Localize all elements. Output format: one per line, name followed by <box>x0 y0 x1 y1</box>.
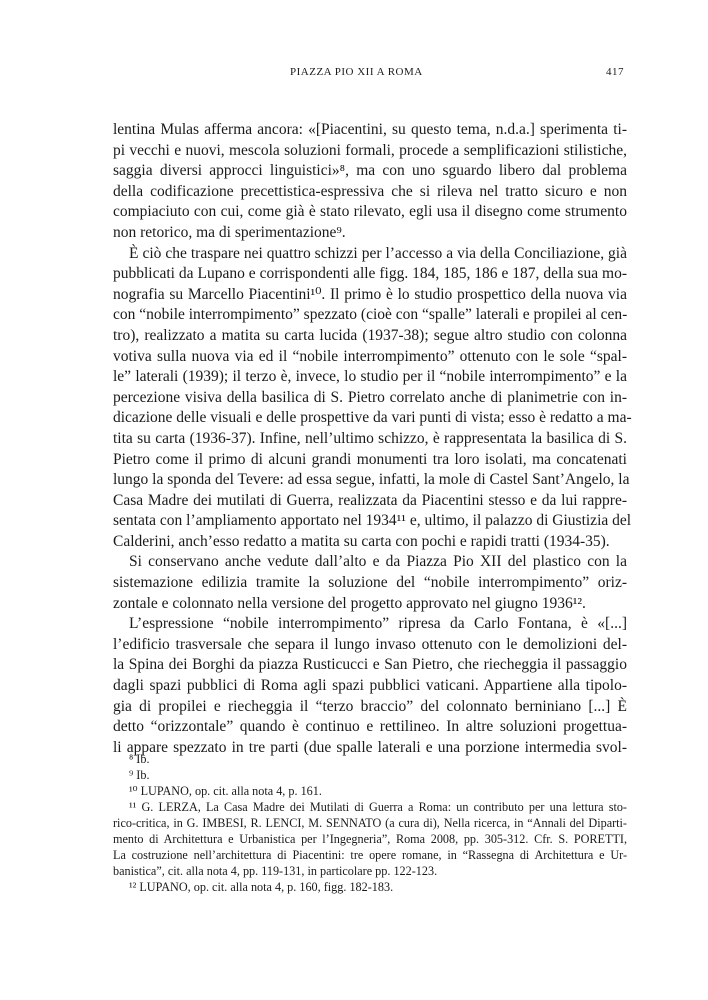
body-text <box>113 120 632 758</box>
body-line: tro), realizzato a matita su carta lucida (1937-38); segue altro studio con colonna <box>113 326 627 344</box>
body-line: l’edificio trasversale che separa il lungo invaso ottenuto con le demolizioni del- <box>113 635 627 653</box>
body-line: Calderini, anch’esso redatto a matita su carta con pochi e rapidi tratti (1934-35). <box>113 532 610 550</box>
body-line: dicazione delle visuali e delle prospettive da vari punti di vista; esso è redatto a ma- <box>113 409 632 427</box>
body-line: pi vecchi e nuovi, mescola soluzioni formali, procede a semplificazioni stilistiche, <box>113 141 627 159</box>
footnote-line: ⁹ Ib. <box>129 768 150 782</box>
body-line: votiva sulla nuova via ed il “nobile interrompimento” ottenuto con le sole “spal- <box>113 347 627 365</box>
body-line: lungo la sponda del Tevere: ad essa segue, infatti, la mole di Castel Sant’Angelo, la <box>113 471 630 489</box>
footnote-line: ¹¹ G. LERZA, La Casa Madre dei Mutilati di Guerra a Roma: un contributo per una lettura sto- <box>129 800 627 814</box>
body-line: dagli spazi pubblici di Roma agli spazi pubblici vaticani. Appartiene alla tipolo- <box>113 677 627 695</box>
footnote-line: La costruzione nell’architettura di Piacentini: tre opere romane, in “Rassegna di Architettura e Ur- <box>113 848 627 862</box>
body-line: tita su carta (1936-37). Infine, nell’ultimo schizzo, è rappresentata la basilica di S. <box>113 429 627 447</box>
body-line: saggia diversi approcci linguistici»⁸, ma con uno sguardo libero dal problema <box>113 162 627 180</box>
body-line: lentina Mulas afferma ancora: «[Piacentini, su questo tema, n.d.a.] sperimenta ti- <box>113 121 627 138</box>
body-line: sentata con l’ampliamento apportato nel 1934¹¹ e, ultimo, il palazzo di Giustizia del <box>113 512 632 530</box>
body-line: la Spina dei Borghi da piazza Rusticucci e San Pietro, che riecheggia il passaggio <box>113 656 627 674</box>
footnote-line: rico-critica, in G. IMBESI, R. LENCI, M. SENNATO (a cura di), Nella ricerca, in “Annali del Diparti- <box>113 816 627 830</box>
body-line: Si conservano anche vedute dall’alto e da Piazza Pio XII del plastico con la <box>129 553 627 571</box>
page-number: 417 <box>606 66 624 78</box>
body-line: L’espressione “nobile interrompimento” ripresa da Carlo Fontana, è «[...] <box>129 615 627 633</box>
body-line: della codificazione precettistica-espressiva che si rileva nel tratto sicuro e non <box>113 182 627 200</box>
footnote-line: banistica”, cit. alla nota 4, pp. 119-131, in particolare pp. 122-123. <box>113 864 438 878</box>
body-line: le” laterali (1939); il terzo è, invece, lo studio per il “nobile interrompimento” e la <box>113 368 627 386</box>
footnote-line: ¹⁰ LUPANO, op. cit. alla nota 4, p. 161. <box>129 784 322 798</box>
body-line: percezione visiva della basilica di S. Pietro correlato anche di planimetrie con in- <box>113 388 627 406</box>
running-title: PIAZZA PIO XII A ROMA <box>290 66 423 78</box>
footnotes <box>113 751 627 895</box>
body-line: Casa Madre dei mutilati di Guerra, realizzata da Piacentini stesso e da lui rappre- <box>113 491 627 509</box>
body-line: zontale e colonnato nella versione del progetto approvato nel giugno 1936¹². <box>113 594 586 612</box>
body-line: gia di propilei e riecheggia il “terzo braccio” del colonnato berniniano [...] È <box>113 697 627 715</box>
footnote-line: ⁸ Ib. <box>129 752 150 766</box>
body-line: non retorico, ma di sperimentazione⁹. <box>113 223 346 241</box>
footnote-line: ¹² LUPANO, op. cit. alla nota 4, p. 160, figg. 182-183. <box>129 880 394 894</box>
body-line: sistemazione edilizia tramite la soluzione del “nobile interrompimento” oriz- <box>113 574 627 592</box>
body-line: nografia su Marcello Piacentini¹⁰. Il primo è lo studio prospettico della nuova via <box>113 285 627 303</box>
body-line: È ciò che traspare nei quattro schizzi per l’accesso a via della Conciliazione, già <box>129 244 627 262</box>
body-line: con “nobile interrompimento” spezzato (cioè con “spalle” laterali e propilei al cen- <box>113 306 628 324</box>
body-line: li appare spezzato in tre parti (due spalle laterali e una porzione intermedia svol- <box>113 738 627 756</box>
body-line: compiaciuto con cui, come già è stato rilevato, egli usa il disegno come strumento <box>113 203 627 221</box>
footnote-line: mento di Architettura e Urbanistica per l’Ingegneria”, Roma 2008, pp. 305-312. Cfr. S. PORETTI, <box>113 832 627 846</box>
body-line: detto “orizzontale” quando è continuo e rettilineo. In altre soluzioni progettua- <box>113 718 627 736</box>
body-line: Pietro come il primo di alcuni grandi monumenti tra loro isolati, ma concatenati <box>113 450 627 468</box>
page-header <box>0 66 708 82</box>
body-line: pubblicati da Lupano e corrispondenti alle figg. 184, 185, 186 e 187, della sua mo- <box>113 265 627 283</box>
